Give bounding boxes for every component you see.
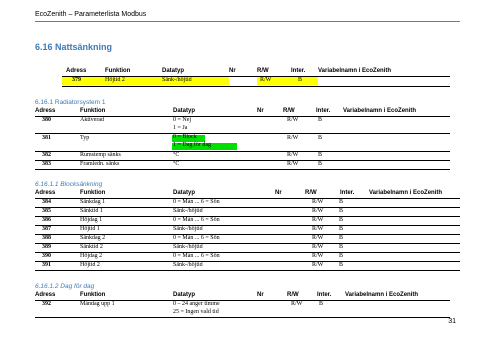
table-rule <box>62 86 450 87</box>
cell-datatyp: Sänk-/höjtid <box>173 226 203 232</box>
subsection-heading: 6.16.1 Radiatorsystem 1 <box>35 99 106 106</box>
cell-rw: R/W <box>312 253 324 259</box>
cell-datatyp-2: 1 = Ja <box>173 125 188 131</box>
col-rw: R/W <box>305 190 317 196</box>
cell-adress: 388 <box>42 235 51 241</box>
col-inter: Inter. <box>316 108 331 114</box>
col-rw: R/W <box>283 108 295 114</box>
cell-adress: 385 <box>42 208 51 214</box>
cell-rw: R/W <box>312 226 324 232</box>
cell-datatyp: 0 = Mån ... 6 = Sön <box>173 199 220 205</box>
col-varnamn: Variabelnamn i EcoZenith <box>318 68 392 74</box>
highlight <box>62 77 105 85</box>
col-varnamn: Variabelnamn i EcoZenith <box>369 190 443 196</box>
col-datatyp: Datatyp <box>173 108 196 114</box>
cell-adress: 382 <box>42 152 51 158</box>
cell-funktion: Höjtid 2 <box>80 262 100 268</box>
document-header: EcoZenith – Parameterlista Modbus <box>35 11 147 18</box>
table-rule <box>35 270 460 271</box>
cell-rw: R/W <box>291 301 303 307</box>
col-funktion: Funktion <box>80 108 106 114</box>
cell-rw: R/W <box>312 244 324 250</box>
col-adress: Adress <box>35 190 56 196</box>
cell-adress: 392 <box>42 301 51 307</box>
cell-datatyp: 0 = Mån ... 6 = Sön <box>173 235 220 241</box>
col-datatyp: Datatyp <box>173 190 196 196</box>
cell-datatyp: 0 – 24 anger timme <box>173 301 220 307</box>
cell-datatyp: Sänk-/höjtid <box>173 244 203 250</box>
cell-inter: B <box>339 244 344 250</box>
cell-datatyp: 0 = Mån ... 6 = Sön <box>173 217 220 223</box>
cell-adress: 387 <box>42 226 51 232</box>
cell-datatyp-2: 1 = Dag för dag <box>173 142 212 148</box>
col-inter: Inter. <box>291 68 306 74</box>
highlight <box>291 77 318 85</box>
cell-inter: B <box>318 161 323 167</box>
cell-inter: B <box>339 253 344 259</box>
cell-rw: R/W <box>312 199 324 205</box>
cell-funktion: Höjtid 2 <box>105 77 125 83</box>
cell-inter: B <box>318 117 323 123</box>
col-datatyp: Datatyp <box>162 68 185 74</box>
cell-adress: 381 <box>42 135 51 141</box>
page-number: 31 <box>448 318 456 325</box>
cell-rw: R/W <box>260 77 272 83</box>
cell-inter: B <box>339 262 344 268</box>
table-rule <box>35 169 450 170</box>
subsection-heading: 6.16.1.2 Dag för dag <box>35 283 95 290</box>
cell-datatyp: Sänk-/höjtid <box>173 262 203 268</box>
cell-datatyp: 0 = Block <box>173 134 197 140</box>
cell-rw: R/W <box>287 161 299 167</box>
cell-adress: 391 <box>42 262 51 268</box>
cell-inter: B <box>319 301 324 307</box>
col-nr: Nr <box>229 68 236 74</box>
subsection-heading: 6.16.1.1 Blocksänkning <box>35 181 103 188</box>
table-rule <box>35 133 450 134</box>
cell-funktion: Framledn. sänks <box>80 161 120 167</box>
table-rule <box>35 317 450 318</box>
col-funktion: Funktion <box>105 68 131 74</box>
col-varnamn: Variabelnamn i EcoZenith <box>343 108 417 114</box>
cell-funktion: Höjtid 1 <box>80 226 100 232</box>
col-adress: Adress <box>66 68 87 74</box>
cell-funktion: Måndag upp 1 <box>80 301 115 307</box>
cell-adress: 390 <box>42 253 51 259</box>
cell-adress: 384 <box>42 199 51 205</box>
col-inter: Inter. <box>340 190 355 196</box>
cell-inter: B <box>339 208 344 214</box>
cell-datatyp: °C <box>173 152 180 158</box>
cell-funktion: Höjdag 2 <box>80 253 103 259</box>
col-funktion: Funktion <box>80 292 106 298</box>
cell-inter: B <box>339 199 344 205</box>
header-rule <box>35 21 460 22</box>
cell-funktion: Aktiverad <box>80 117 104 123</box>
cell-rw: R/W <box>312 262 324 268</box>
cell-rw: R/W <box>312 217 324 223</box>
cell-adress: 386 <box>42 217 51 223</box>
col-rw: R/W <box>257 68 269 74</box>
cell-datatyp: Sänk-/höjtid <box>173 208 203 214</box>
cell-funktion: Sänkdag 2 <box>80 235 106 241</box>
cell-adress: 389 <box>42 244 51 250</box>
cell-funktion: Höjdag 1 <box>80 217 103 223</box>
cell-datatyp-2: 25 = Ingen vald tid <box>173 309 219 315</box>
cell-funktion: Rumstemp sänks <box>80 152 121 158</box>
cell-inter: B <box>318 152 323 158</box>
cell-inter: B <box>339 235 344 241</box>
col-nr: Nr <box>275 190 282 196</box>
cell-datatyp: °C <box>173 161 180 167</box>
col-adress: Adress <box>35 292 56 298</box>
cell-rw: R/W <box>312 235 324 241</box>
cell-funktion: Sänkdag 1 <box>80 199 106 205</box>
cell-inter: B <box>339 226 344 232</box>
cell-adress: 380 <box>42 117 51 123</box>
cell-inter: B <box>318 135 323 141</box>
col-inter: Inter. <box>317 292 332 298</box>
cell-datatyp: 0 = Nej <box>173 117 192 123</box>
cell-funktion: Sänktid 1 <box>80 208 103 214</box>
cell-datatyp: 0 = Mån ... 6 = Sön <box>173 253 220 259</box>
cell-funktion: Typ <box>80 135 90 141</box>
section-heading: 6.16 Nattsänkning <box>35 42 113 52</box>
cell-rw: R/W <box>287 117 299 123</box>
col-datatyp: Datatyp <box>173 292 196 298</box>
cell-rw: R/W <box>312 208 324 214</box>
col-nr: Nr <box>257 108 264 114</box>
col-rw: R/W <box>287 292 299 298</box>
cell-adress: 383 <box>42 161 51 167</box>
cell-datatyp: Sänk-/höjtid <box>162 77 192 83</box>
cell-inter: B <box>339 217 344 223</box>
col-adress: Adress <box>35 108 56 114</box>
cell-funktion: Sänktid 2 <box>80 244 103 250</box>
col-nr: Nr <box>257 292 264 298</box>
cell-rw: R/W <box>287 152 299 158</box>
cell-inter: B <box>298 77 303 83</box>
col-funktion: Funktion <box>80 190 106 196</box>
cell-rw: R/W <box>287 135 299 141</box>
cell-adress: 379 <box>72 77 81 83</box>
col-varnamn: Variabelnamn i EcoZenith <box>345 292 419 298</box>
